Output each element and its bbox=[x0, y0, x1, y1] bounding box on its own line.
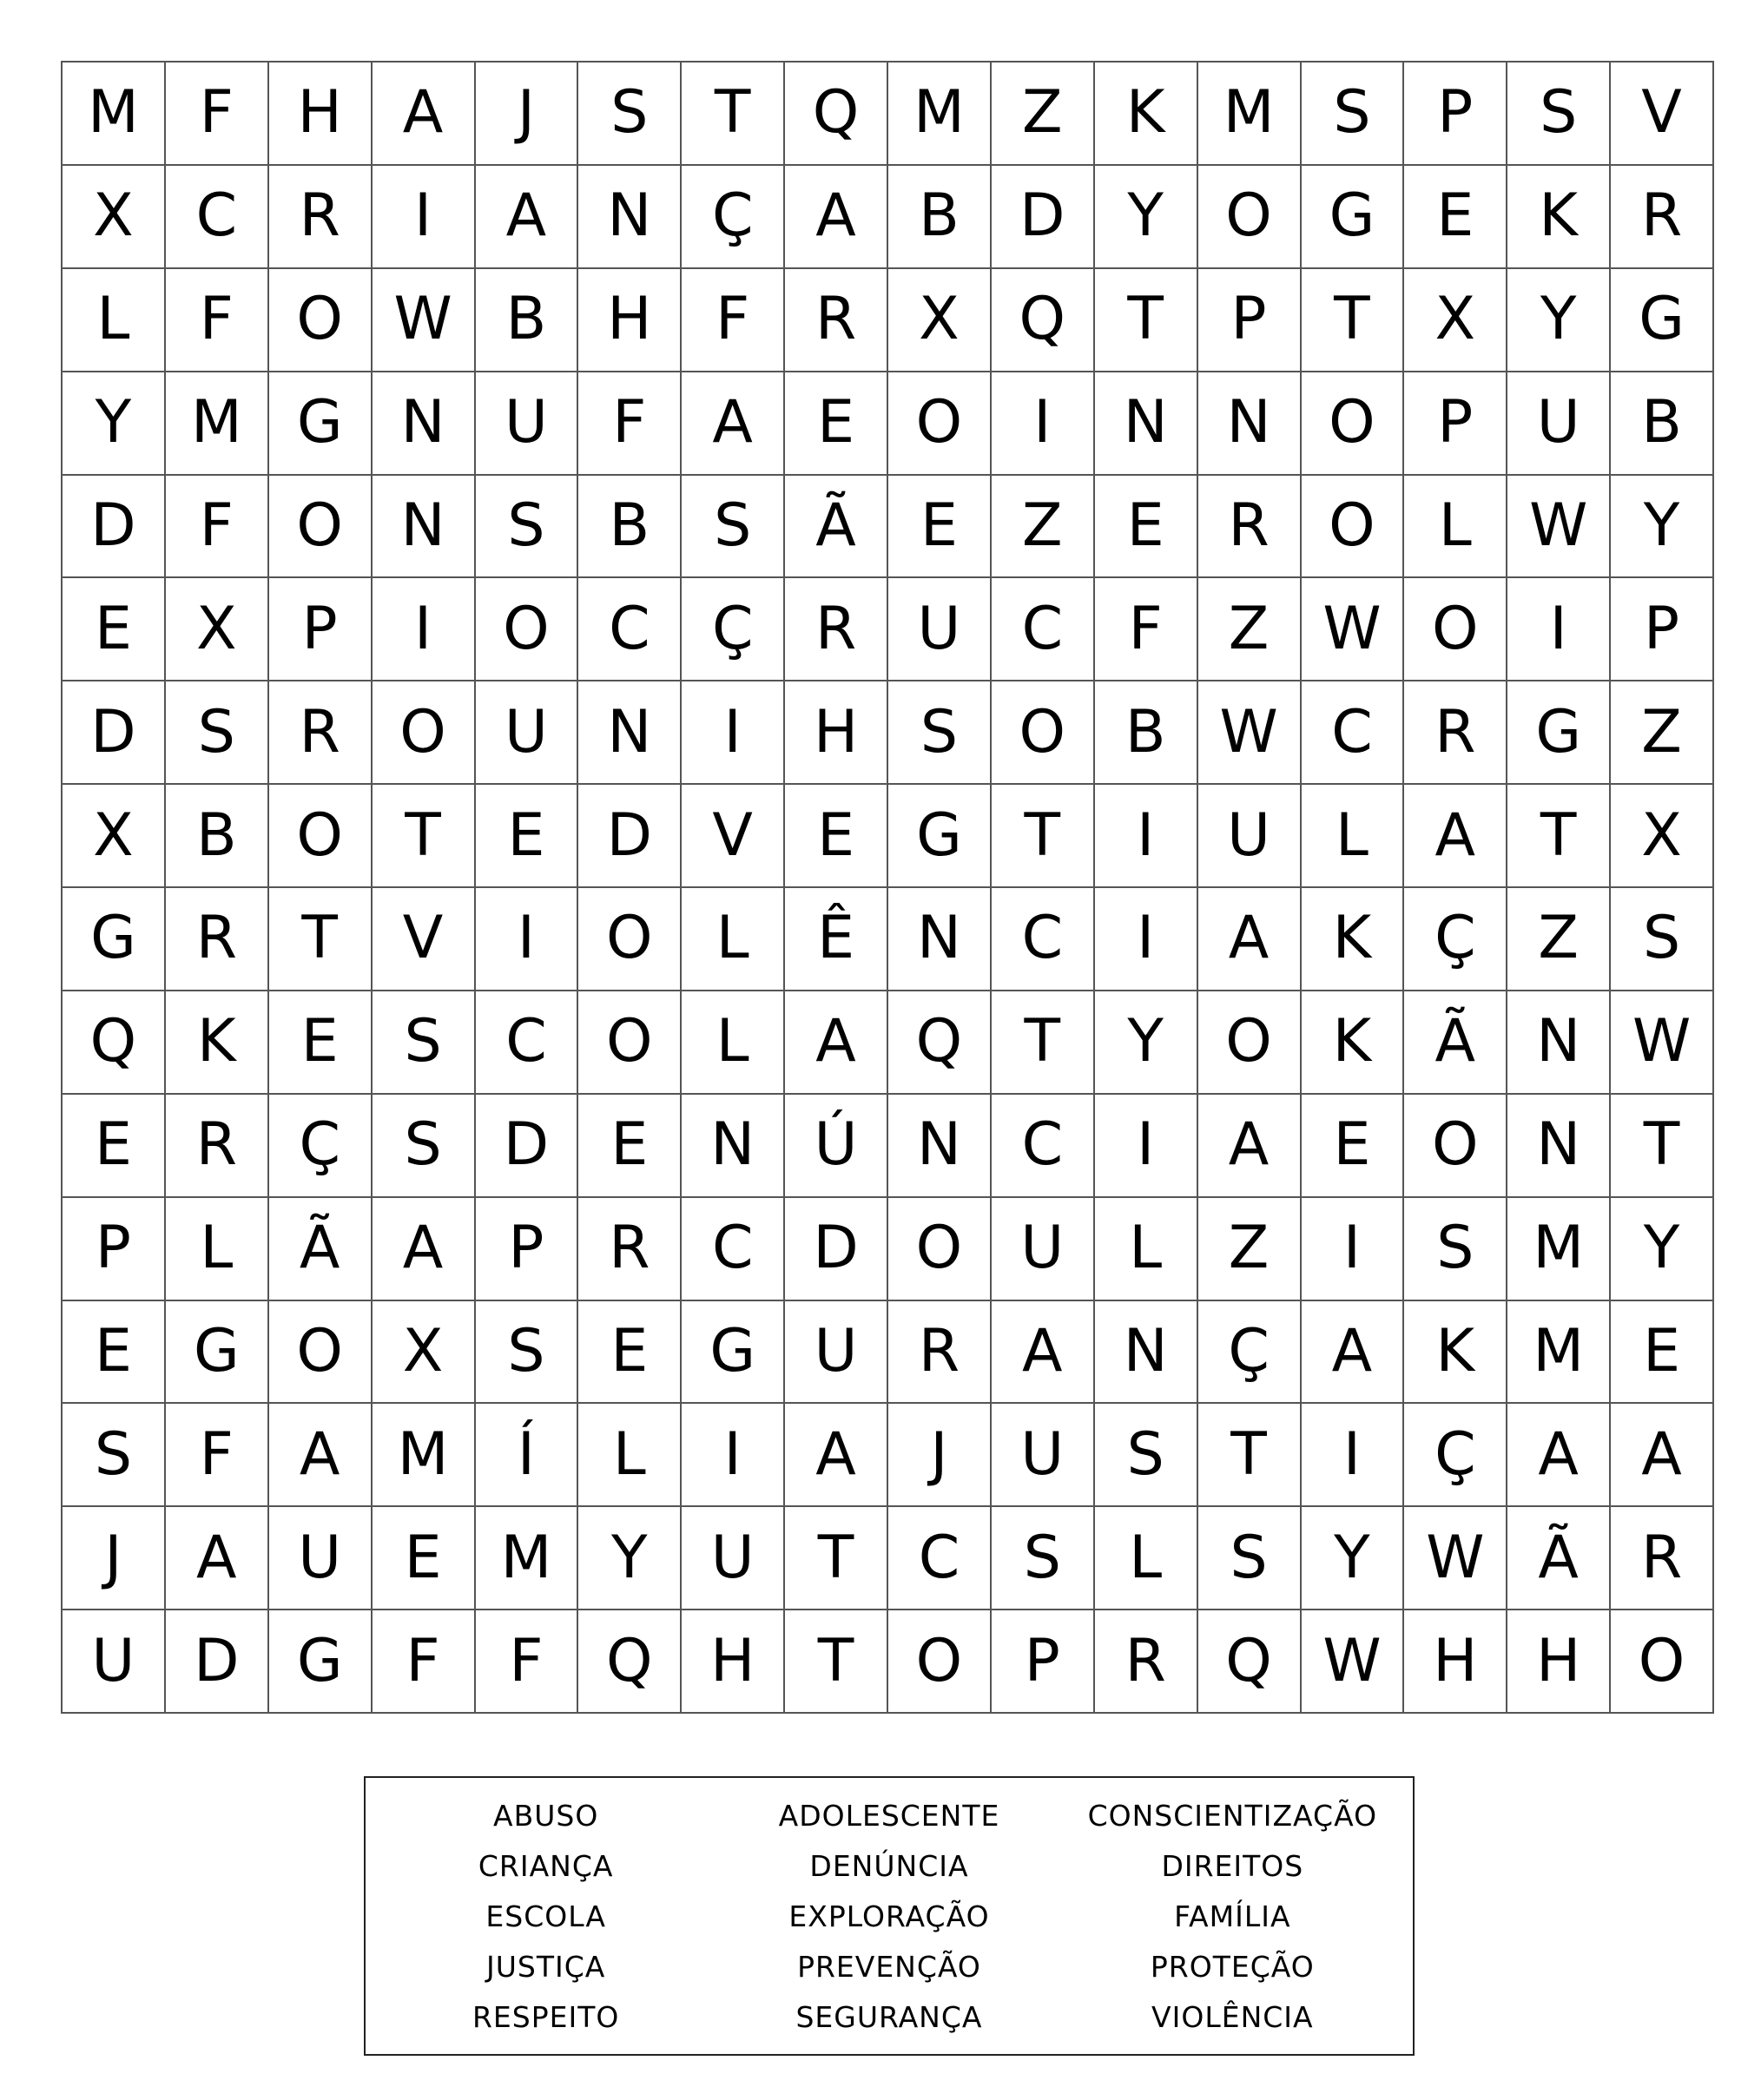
grid-cell[interactable]: N bbox=[888, 1095, 992, 1198]
grid-cell[interactable]: G bbox=[1611, 269, 1714, 372]
grid-cell[interactable]: C bbox=[476, 991, 579, 1095]
grid-cell[interactable]: O bbox=[1198, 991, 1302, 1095]
grid-cell[interactable]: U bbox=[992, 1198, 1095, 1301]
grid-cell[interactable]: D bbox=[63, 681, 166, 785]
grid-cell[interactable]: L bbox=[1095, 1198, 1198, 1301]
grid-cell[interactable]: L bbox=[166, 1198, 269, 1301]
grid-cell[interactable]: C bbox=[682, 1198, 785, 1301]
grid-cell[interactable]: N bbox=[888, 888, 992, 991]
word-list-item: ABUSO bbox=[493, 1798, 599, 1833]
grid-cell[interactable]: P bbox=[269, 578, 373, 681]
grid-cell[interactable]: Z bbox=[992, 63, 1095, 166]
grid-cell[interactable]: T bbox=[785, 1610, 888, 1714]
grid-cell[interactable]: I bbox=[992, 372, 1095, 476]
grid-cell[interactable]: P bbox=[1198, 269, 1302, 372]
grid-cell[interactable]: G bbox=[682, 1301, 785, 1405]
grid-cell[interactable]: A bbox=[269, 1404, 373, 1507]
grid-cell[interactable]: A bbox=[785, 166, 888, 269]
grid-cell[interactable]: U bbox=[63, 1610, 166, 1714]
grid-cell[interactable]: B bbox=[166, 785, 269, 888]
grid-cell[interactable]: J bbox=[476, 63, 579, 166]
grid-cell[interactable]: S bbox=[1302, 63, 1405, 166]
grid-cell[interactable]: L bbox=[63, 269, 166, 372]
grid-cell[interactable]: R bbox=[888, 1301, 992, 1405]
grid-cell[interactable]: Q bbox=[63, 991, 166, 1095]
grid-cell[interactable]: U bbox=[785, 1301, 888, 1405]
grid-cell[interactable]: O bbox=[1198, 166, 1302, 269]
word-list-item: FAMÍLIA bbox=[1174, 1899, 1291, 1933]
grid-cell[interactable]: A bbox=[166, 1507, 269, 1610]
grid-cell[interactable]: R bbox=[1611, 166, 1714, 269]
grid-cell[interactable]: T bbox=[1198, 1404, 1302, 1507]
grid-cell[interactable]: K bbox=[1404, 1301, 1507, 1405]
grid-cell[interactable]: I bbox=[373, 166, 476, 269]
word-list-item: CRIANÇA bbox=[478, 1848, 614, 1883]
grid-cell[interactable]: C bbox=[888, 1507, 992, 1610]
grid-cell[interactable]: O bbox=[578, 888, 682, 991]
grid-cell[interactable]: Z bbox=[1198, 1198, 1302, 1301]
grid-cell[interactable]: O bbox=[1611, 1610, 1714, 1714]
grid-cell[interactable]: S bbox=[1507, 63, 1611, 166]
grid-cell[interactable]: E bbox=[1095, 476, 1198, 579]
grid-cell[interactable]: D bbox=[476, 1095, 579, 1198]
grid-cell[interactable]: O bbox=[1404, 1095, 1507, 1198]
grid-cell[interactable]: Ã bbox=[1507, 1507, 1611, 1610]
grid-cell[interactable]: L bbox=[1302, 785, 1405, 888]
grid-cell[interactable]: H bbox=[269, 63, 373, 166]
grid-cell[interactable]: H bbox=[1404, 1610, 1507, 1714]
grid-cell[interactable]: F bbox=[578, 372, 682, 476]
grid-cell[interactable]: I bbox=[1095, 785, 1198, 888]
grid-cell[interactable]: R bbox=[1611, 1507, 1714, 1610]
grid-cell[interactable]: L bbox=[1404, 476, 1507, 579]
word-list-item: ADOLESCENTE bbox=[778, 1798, 1000, 1833]
grid-cell[interactable]: K bbox=[1302, 991, 1405, 1095]
grid-cell[interactable]: N bbox=[373, 372, 476, 476]
grid-cell[interactable]: M bbox=[1198, 63, 1302, 166]
grid-cell[interactable]: A bbox=[1302, 1301, 1405, 1405]
grid-cell[interactable]: U bbox=[476, 681, 579, 785]
grid-cell[interactable]: P bbox=[63, 1198, 166, 1301]
grid-cell[interactable]: L bbox=[682, 991, 785, 1095]
grid-cell[interactable]: G bbox=[1302, 166, 1405, 269]
grid-cell[interactable]: F bbox=[166, 1404, 269, 1507]
grid-cell[interactable]: O bbox=[373, 681, 476, 785]
grid-cell[interactable]: B bbox=[1611, 372, 1714, 476]
word-list-item: CONSCIENTIZAÇÃO bbox=[1087, 1798, 1378, 1833]
grid-cell[interactable]: E bbox=[785, 372, 888, 476]
grid-cell[interactable]: I bbox=[1302, 1198, 1405, 1301]
word-list-item: JUSTIÇA bbox=[485, 1949, 606, 1984]
grid-cell[interactable]: B bbox=[1095, 681, 1198, 785]
word-list-item: EXPLORAÇÃO bbox=[788, 1899, 990, 1933]
grid-cell[interactable]: D bbox=[578, 785, 682, 888]
grid-cell[interactable]: W bbox=[373, 269, 476, 372]
grid-cell[interactable]: Ã bbox=[785, 476, 888, 579]
grid-cell[interactable]: E bbox=[578, 1301, 682, 1405]
grid-cell[interactable]: Ç bbox=[1404, 888, 1507, 991]
grid-cell[interactable]: Y bbox=[1507, 269, 1611, 372]
grid-cell[interactable]: M bbox=[373, 1404, 476, 1507]
grid-cell[interactable]: A bbox=[373, 1198, 476, 1301]
grid-cell[interactable]: E bbox=[1611, 1301, 1714, 1405]
grid-cell[interactable]: A bbox=[785, 991, 888, 1095]
grid-cell[interactable]: Q bbox=[785, 63, 888, 166]
grid-cell[interactable]: E bbox=[476, 785, 579, 888]
grid-cell[interactable]: T bbox=[1302, 269, 1405, 372]
grid-cell[interactable]: A bbox=[1404, 785, 1507, 888]
grid-cell[interactable]: D bbox=[785, 1198, 888, 1301]
grid-cell[interactable]: N bbox=[578, 681, 682, 785]
grid-cell[interactable]: L bbox=[1095, 1507, 1198, 1610]
grid-cell[interactable]: T bbox=[682, 63, 785, 166]
grid-cell[interactable]: I bbox=[682, 681, 785, 785]
grid-cell[interactable]: O bbox=[992, 681, 1095, 785]
grid-cell[interactable]: Y bbox=[1302, 1507, 1405, 1610]
letter-grid bbox=[61, 61, 1714, 1714]
grid-cell[interactable]: X bbox=[373, 1301, 476, 1405]
grid-cell[interactable]: Y bbox=[578, 1507, 682, 1610]
grid-cell[interactable]: A bbox=[373, 63, 476, 166]
grid-cell[interactable]: S bbox=[992, 1507, 1095, 1610]
grid-cell[interactable]: E bbox=[269, 991, 373, 1095]
grid-cell[interactable]: T bbox=[785, 1507, 888, 1610]
grid-cell[interactable]: B bbox=[888, 166, 992, 269]
grid-cell[interactable]: Z bbox=[1507, 888, 1611, 991]
grid-cell[interactable]: I bbox=[1302, 1404, 1405, 1507]
grid-cell[interactable]: P bbox=[992, 1610, 1095, 1714]
grid-cell[interactable]: Ç bbox=[1198, 1301, 1302, 1405]
grid-cell[interactable]: X bbox=[166, 578, 269, 681]
grid-cell[interactable]: T bbox=[992, 991, 1095, 1095]
grid-cell[interactable]: U bbox=[1198, 785, 1302, 888]
grid-cell[interactable]: K bbox=[1095, 63, 1198, 166]
grid-cell[interactable]: I bbox=[1095, 1095, 1198, 1198]
grid-cell[interactable]: A bbox=[1507, 1404, 1611, 1507]
grid-cell[interactable]: B bbox=[578, 476, 682, 579]
grid-cell[interactable]: R bbox=[1198, 476, 1302, 579]
grid-cell[interactable]: G bbox=[1507, 681, 1611, 785]
grid-cell[interactable]: A bbox=[992, 1301, 1095, 1405]
grid-cell[interactable]: F bbox=[476, 1610, 579, 1714]
grid-cell[interactable]: Ç bbox=[269, 1095, 373, 1198]
grid-cell[interactable]: G bbox=[269, 372, 373, 476]
grid-cell[interactable]: O bbox=[1302, 476, 1405, 579]
grid-cell[interactable]: M bbox=[1507, 1301, 1611, 1405]
grid-cell[interactable]: Y bbox=[1095, 991, 1198, 1095]
grid-cell[interactable]: F bbox=[682, 269, 785, 372]
grid-cell[interactable]: F bbox=[373, 1610, 476, 1714]
grid-cell[interactable]: U bbox=[992, 1404, 1095, 1507]
word-list bbox=[364, 1776, 1415, 2056]
grid-cell[interactable]: Y bbox=[63, 372, 166, 476]
grid-cell[interactable]: M bbox=[476, 1507, 579, 1610]
grid-cell[interactable]: P bbox=[476, 1198, 579, 1301]
grid-cell[interactable]: C bbox=[1302, 681, 1405, 785]
grid-cell[interactable]: E bbox=[63, 578, 166, 681]
grid-cell[interactable]: L bbox=[578, 1404, 682, 1507]
grid-cell[interactable]: M bbox=[888, 63, 992, 166]
word-list-item: VIOLÊNCIA bbox=[1151, 1999, 1314, 2034]
grid-cell[interactable]: S bbox=[578, 63, 682, 166]
word-list-item: SEGURANÇA bbox=[795, 1999, 983, 2034]
grid-cell[interactable]: Q bbox=[992, 269, 1095, 372]
grid-cell[interactable]: N bbox=[1507, 1095, 1611, 1198]
grid-cell[interactable]: A bbox=[785, 1404, 888, 1507]
grid-cell[interactable]: O bbox=[269, 476, 373, 579]
grid-cell[interactable]: O bbox=[269, 785, 373, 888]
word-list-item: DENÚNCIA bbox=[809, 1848, 969, 1883]
grid-cell[interactable]: D bbox=[992, 166, 1095, 269]
grid-cell[interactable]: N bbox=[1095, 372, 1198, 476]
grid-cell[interactable]: S bbox=[63, 1404, 166, 1507]
grid-cell[interactable]: O bbox=[1302, 372, 1405, 476]
grid-cell[interactable]: C bbox=[578, 578, 682, 681]
grid-cell[interactable]: S bbox=[888, 681, 992, 785]
grid-cell[interactable]: P bbox=[1404, 63, 1507, 166]
grid-cell[interactable]: T bbox=[269, 888, 373, 991]
grid-cell[interactable]: H bbox=[785, 681, 888, 785]
grid-cell[interactable]: G bbox=[166, 1301, 269, 1405]
grid-cell[interactable]: Ã bbox=[1404, 991, 1507, 1095]
grid-cell[interactable]: Í bbox=[476, 1404, 579, 1507]
grid-cell[interactable]: I bbox=[1095, 888, 1198, 991]
grid-cell[interactable]: E bbox=[578, 1095, 682, 1198]
grid-cell[interactable]: X bbox=[1404, 269, 1507, 372]
grid-cell[interactable]: R bbox=[785, 269, 888, 372]
grid-cell[interactable]: Ç bbox=[682, 578, 785, 681]
grid-cell[interactable]: U bbox=[269, 1507, 373, 1610]
grid-cell[interactable]: I bbox=[1507, 578, 1611, 681]
grid-cell[interactable]: T bbox=[1611, 1095, 1714, 1198]
grid-cell[interactable]: M bbox=[63, 63, 166, 166]
grid-cell[interactable]: E bbox=[1404, 166, 1507, 269]
word-list-item: DIREITOS bbox=[1161, 1848, 1304, 1883]
grid-cell[interactable]: P bbox=[1611, 578, 1714, 681]
grid-cell[interactable]: Ú bbox=[785, 1095, 888, 1198]
grid-cell[interactable]: R bbox=[578, 1198, 682, 1301]
grid-cell[interactable]: O bbox=[888, 1198, 992, 1301]
grid-cell[interactable]: M bbox=[1507, 1198, 1611, 1301]
grid-cell[interactable]: F bbox=[166, 63, 269, 166]
grid-cell[interactable]: C bbox=[166, 166, 269, 269]
grid-cell[interactable]: I bbox=[476, 888, 579, 991]
grid-cell[interactable]: F bbox=[166, 269, 269, 372]
grid-cell[interactable]: W bbox=[1302, 1610, 1405, 1714]
grid-cell[interactable]: J bbox=[888, 1404, 992, 1507]
grid-cell[interactable]: V bbox=[373, 888, 476, 991]
grid-cell[interactable]: X bbox=[888, 269, 992, 372]
grid-cell[interactable]: Ç bbox=[1404, 1404, 1507, 1507]
grid-cell[interactable]: Y bbox=[1095, 166, 1198, 269]
grid-cell[interactable]: B bbox=[476, 269, 579, 372]
grid-cell[interactable]: L bbox=[682, 888, 785, 991]
grid-cell[interactable]: O bbox=[1404, 578, 1507, 681]
grid-cell[interactable]: N bbox=[373, 476, 476, 579]
grid-cell[interactable]: E bbox=[63, 1095, 166, 1198]
word-list-item: ESCOLA bbox=[485, 1899, 606, 1933]
grid-cell[interactable]: S bbox=[1611, 888, 1714, 991]
grid-cell[interactable]: X bbox=[63, 166, 166, 269]
grid-cell[interactable]: Ã bbox=[269, 1198, 373, 1301]
grid-cell[interactable]: P bbox=[1404, 372, 1507, 476]
grid-cell[interactable]: H bbox=[1507, 1610, 1611, 1714]
grid-cell[interactable]: S bbox=[1095, 1404, 1198, 1507]
grid-cell[interactable]: W bbox=[1507, 476, 1611, 579]
grid-cell[interactable]: N bbox=[1198, 372, 1302, 476]
grid-cell[interactable]: K bbox=[1507, 166, 1611, 269]
grid-cell[interactable]: N bbox=[682, 1095, 785, 1198]
grid-cell[interactable]: I bbox=[373, 578, 476, 681]
grid-cell[interactable]: S bbox=[682, 476, 785, 579]
grid-cell[interactable]: U bbox=[1507, 372, 1611, 476]
grid-cell[interactable]: X bbox=[1611, 785, 1714, 888]
grid-cell[interactable]: C bbox=[992, 1095, 1095, 1198]
grid-cell[interactable]: W bbox=[1404, 1507, 1507, 1610]
grid-cell[interactable]: Ç bbox=[682, 166, 785, 269]
grid-cell[interactable]: N bbox=[1507, 991, 1611, 1095]
grid-cell[interactable]: V bbox=[1611, 63, 1714, 166]
grid-cell[interactable]: U bbox=[476, 372, 579, 476]
grid-cell[interactable]: A bbox=[682, 372, 785, 476]
grid-cell[interactable]: S bbox=[373, 991, 476, 1095]
grid-cell[interactable]: Q bbox=[578, 1610, 682, 1714]
grid-cell[interactable]: O bbox=[269, 1301, 373, 1405]
grid-cell[interactable]: R bbox=[269, 166, 373, 269]
grid-cell[interactable]: R bbox=[785, 578, 888, 681]
grid-cell[interactable]: Y bbox=[1611, 1198, 1714, 1301]
grid-cell[interactable]: A bbox=[1198, 1095, 1302, 1198]
grid-cell[interactable]: R bbox=[166, 888, 269, 991]
grid-cell[interactable]: H bbox=[578, 269, 682, 372]
grid-cell[interactable]: O bbox=[269, 269, 373, 372]
grid-cell[interactable]: F bbox=[1095, 578, 1198, 681]
grid-cell[interactable]: T bbox=[373, 785, 476, 888]
grid-cell[interactable]: K bbox=[1302, 888, 1405, 991]
grid-cell[interactable]: R bbox=[1404, 681, 1507, 785]
grid-cell[interactable]: E bbox=[63, 1301, 166, 1405]
grid-cell[interactable]: H bbox=[682, 1610, 785, 1714]
grid-cell[interactable]: W bbox=[1302, 578, 1405, 681]
grid-cell[interactable]: S bbox=[476, 476, 579, 579]
grid-cell[interactable]: Z bbox=[1611, 681, 1714, 785]
grid-cell[interactable]: A bbox=[1198, 888, 1302, 991]
grid-cell[interactable]: Q bbox=[888, 991, 992, 1095]
grid-cell[interactable]: X bbox=[63, 785, 166, 888]
grid-cell[interactable]: S bbox=[373, 1095, 476, 1198]
grid-cell[interactable]: T bbox=[1507, 785, 1611, 888]
grid-cell[interactable]: Z bbox=[1198, 578, 1302, 681]
grid-cell[interactable]: I bbox=[682, 1404, 785, 1507]
grid-cell[interactable]: G bbox=[63, 888, 166, 991]
word-list-item: PROTEÇÃO bbox=[1150, 1949, 1315, 1984]
grid-cell[interactable]: S bbox=[1404, 1198, 1507, 1301]
grid-cell[interactable]: W bbox=[1198, 681, 1302, 785]
grid-cell[interactable]: E bbox=[888, 476, 992, 579]
grid-cell[interactable]: E bbox=[1302, 1095, 1405, 1198]
grid-cell[interactable]: U bbox=[888, 578, 992, 681]
grid-cell[interactable]: D bbox=[63, 476, 166, 579]
grid-cell[interactable]: Z bbox=[992, 476, 1095, 579]
grid-cell[interactable]: C bbox=[992, 578, 1095, 681]
grid-cell[interactable]: D bbox=[166, 1610, 269, 1714]
grid-cell[interactable]: W bbox=[1611, 991, 1714, 1095]
grid-cell[interactable]: K bbox=[166, 991, 269, 1095]
grid-cell[interactable]: M bbox=[166, 372, 269, 476]
grid-cell[interactable]: S bbox=[166, 681, 269, 785]
grid-cell[interactable]: G bbox=[269, 1610, 373, 1714]
grid-cell[interactable]: R bbox=[1095, 1610, 1198, 1714]
grid-cell[interactable]: G bbox=[888, 785, 992, 888]
grid-cell[interactable]: N bbox=[1095, 1301, 1198, 1405]
grid-cell[interactable]: O bbox=[578, 991, 682, 1095]
grid-cell[interactable]: R bbox=[269, 681, 373, 785]
grid-cell[interactable]: V bbox=[682, 785, 785, 888]
grid-cell[interactable]: E bbox=[373, 1507, 476, 1610]
grid-cell[interactable]: O bbox=[888, 1610, 992, 1714]
grid-cell[interactable]: U bbox=[682, 1507, 785, 1610]
grid-cell[interactable]: A bbox=[476, 166, 579, 269]
grid-cell[interactable]: A bbox=[1611, 1404, 1714, 1507]
grid-cell[interactable]: Q bbox=[1198, 1610, 1302, 1714]
grid-cell[interactable]: S bbox=[476, 1301, 579, 1405]
word-list-item: RESPEITO bbox=[472, 1999, 620, 2034]
grid-cell[interactable]: C bbox=[992, 888, 1095, 991]
grid-cell[interactable]: J bbox=[63, 1507, 166, 1610]
grid-cell[interactable]: N bbox=[578, 166, 682, 269]
grid-cell[interactable]: O bbox=[476, 578, 579, 681]
word-list-item: PREVENÇÃO bbox=[797, 1949, 981, 1984]
grid-cell[interactable]: T bbox=[992, 785, 1095, 888]
grid-cell[interactable]: E bbox=[785, 785, 888, 888]
grid-cell[interactable]: Y bbox=[1611, 476, 1714, 579]
grid-cell[interactable]: O bbox=[888, 372, 992, 476]
grid-cell[interactable]: Ê bbox=[785, 888, 888, 991]
grid-cell[interactable]: T bbox=[1095, 269, 1198, 372]
grid-cell[interactable]: F bbox=[166, 476, 269, 579]
grid-cell[interactable]: S bbox=[1198, 1507, 1302, 1610]
grid-cell[interactable]: R bbox=[166, 1095, 269, 1198]
